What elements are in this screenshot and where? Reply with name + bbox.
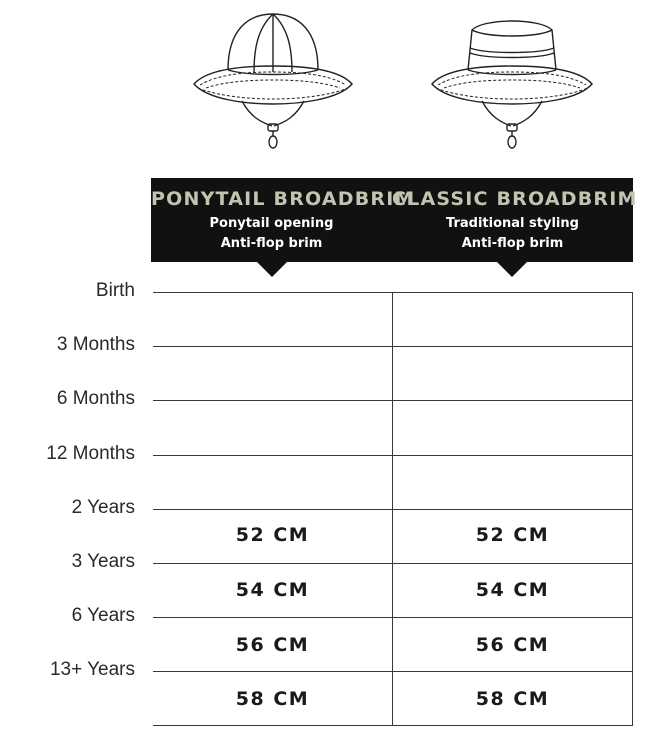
classic-feature-1: Traditional styling [446, 216, 579, 231]
classic-header-pointer [497, 262, 527, 277]
age-label-6-years: 6 Years [71, 605, 135, 626]
ponytail-feature-2: Anti-flop brim [220, 236, 323, 251]
age-label-2-years: 2 Years [71, 497, 135, 518]
ponytail-header-pointer [257, 262, 287, 277]
product-header-band [151, 178, 638, 262]
classic-broadbrim-title: CLASSIC BROADBRIM [392, 188, 638, 210]
age-label-3-months: 3 Months [56, 334, 135, 355]
ponytail-feature-1: Ponytail opening [209, 216, 334, 231]
classic-size-cell: 54 CM [475, 579, 550, 601]
age-label-12-months: 12 Months [46, 443, 135, 464]
classic-size-cell: 56 CM [475, 634, 550, 656]
classic-broadbrim-header [392, 178, 638, 262]
age-label-birth: Birth [95, 280, 135, 301]
ponytail-size-cell: 52 CM [235, 524, 310, 546]
ponytail-size-cell: 54 CM [235, 579, 310, 601]
classic-size-cell: 58 CM [475, 688, 550, 710]
classic-hat-illustration-icon [426, 8, 598, 158]
ponytail-hat-illustration-icon [188, 8, 358, 158]
classic-feature-2: Anti-flop brim [461, 236, 564, 251]
column-divider [392, 292, 393, 726]
classic-size-cell: 52 CM [475, 524, 550, 546]
age-label-6-months: 6 Months [56, 388, 135, 409]
ponytail-broadbrim-title: PONYTAIL BROADBRIM [151, 188, 415, 210]
age-label-13-plus-years: 13+ Years [49, 659, 135, 680]
ponytail-size-cell: 56 CM [235, 634, 310, 656]
age-label-3-years: 3 Years [71, 551, 135, 572]
ponytail-size-cell: 58 CM [235, 688, 310, 710]
table-right-border [632, 292, 633, 726]
ponytail-broadbrim-header [151, 178, 415, 262]
